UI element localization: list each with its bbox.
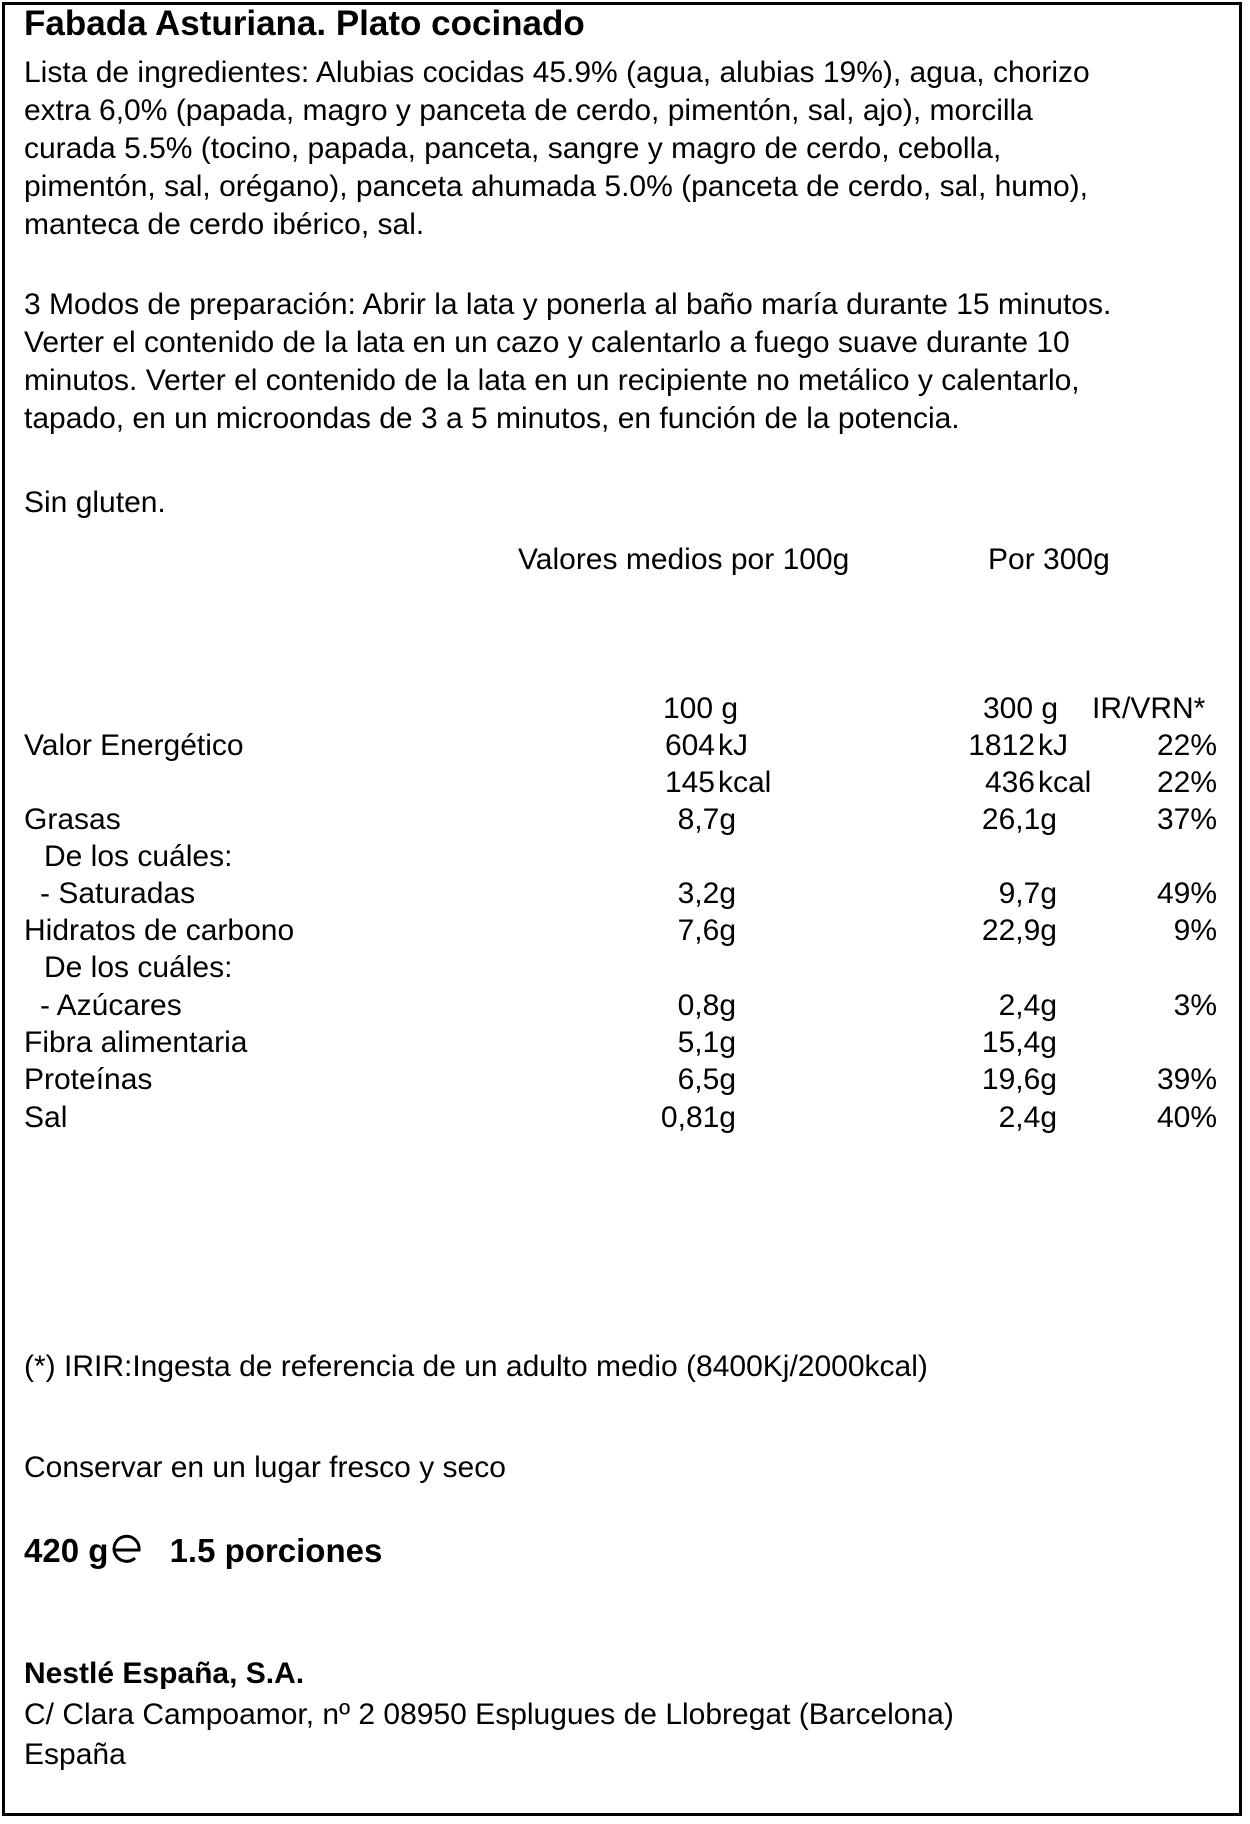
value-300: 22,9g [981,914,1057,947]
ingredients-block [24,54,1224,244]
value-300: 15,4g [981,1026,1057,1059]
nutrient-label: Sal [24,1101,68,1134]
value-ir: 9% [1173,914,1217,947]
nutrient-label: Proteínas [24,1063,153,1096]
value-300: 2,4g [998,1101,1057,1134]
value-100: 0,81g [660,1101,736,1134]
nutrient-label: Valor Energético [24,729,244,762]
preparation-line: minutos. Verter el contenido de la lata en un recipiente no metálico y calentarlo, [24,364,1080,397]
value-ir: 39% [1156,1063,1217,1096]
energy-kj-300-unit: kJ [1038,729,1068,762]
preparation-line: 3 Modos de preparación: Abrir la lata y ponerla al baño maría durante 15 minutos. [24,288,1112,321]
nutrient-label: Fibra alimentaria [24,1026,248,1059]
energy-kcal-300-unit: kcal [1038,766,1092,799]
value-ir: 3% [1173,989,1217,1022]
preparation-line: Verter el contenido de la lata en un cazo y calentarlo a fuego suave durante 10 [24,326,1070,359]
header-per-300: Por 300g [988,543,1110,576]
footnote: (*) IRIR:Ingesta de referencia de un adulto medio (8400Kj/2000kcal) [24,1350,928,1383]
energy-kj-300-value: 1812 [968,729,1035,762]
col-ir-header: IR/VRN* [1092,692,1206,725]
value-ir: 37% [1156,803,1217,836]
energy-kj-ir: 22% [1156,729,1217,762]
value-300: 2,4g [998,989,1057,1022]
energy-kj-100-value: 604 [664,729,715,762]
energy-kcal-ir: 22% [1156,766,1217,799]
ingredients-line: manteca de cerdo ibérico, sal. [24,208,425,241]
ingredients-line: Lista de ingredientes: Alubias cocidas 45.9% (agua, alubias 19%), agua, chorizo [24,56,1090,89]
energy-kj-100-unit: kJ [718,729,748,762]
ingredients-line: extra 6,0% (papada, magro y panceta de cerdo, pimentón, sal, ajo), morcilla [24,94,1033,127]
net-weight: 420 g [24,1532,109,1569]
ingredients-line: pimentón, sal, orégano), panceta ahumada 5.0% (panceta de cerdo, sal, humo), [24,170,1088,203]
value-100: 5,1g [677,1026,736,1059]
estimated-e-icon [110,1534,144,1571]
net-weight-line [24,1532,382,1571]
preparation-block [24,286,1224,438]
gluten-note: Sin gluten. [24,486,166,519]
value-300: 19,6g [981,1063,1057,1096]
company-country: España [24,1738,126,1771]
preparation-line: tapado, en un microondas de 3 a 5 minutos, en función de la potencia. [24,402,960,435]
value-100: 3,2g [677,877,736,910]
nutrient-sublabel: De los cuáles: [44,951,233,984]
value-100: 7,6g [677,914,736,947]
energy-kcal-100-unit: kcal [718,766,772,799]
storage-note: Conservar en un lugar fresco y seco [24,1451,506,1484]
value-100: 8,7g [677,803,736,836]
col-100-header: 100 g [663,692,739,725]
product-title: Fabada Asturiana. Plato cocinado [24,4,585,43]
value-100: 6,5g [677,1063,736,1096]
nutrient-sublabel: De los cuáles: [44,840,233,873]
energy-kcal-300-value: 436 [984,766,1035,799]
value-ir: 49% [1156,877,1217,910]
nutrient-label: Grasas [24,803,121,836]
nutrient-label: - Azúcares [40,989,182,1022]
nutrient-label: Hidratos de carbono [24,914,295,947]
col-300-header: 300 g [983,692,1059,725]
header-per-100: Valores medios por 100g [518,543,850,576]
nutrient-label: - Saturadas [40,877,196,910]
ingredients-line: curada 5.5% (tocino, papada, panceta, sangre y magro de cerdo, cebolla, [24,132,1002,165]
value-100: 0,8g [677,989,736,1022]
value-300: 26,1g [981,803,1057,836]
value-ir: 40% [1156,1101,1217,1134]
company-address: C/ Clara Campoamor, nº 2 08950 Esplugues de Llobregat (Barcelona) [24,1698,954,1731]
value-300: 9,7g [998,877,1057,910]
energy-kcal-100-value: 145 [664,766,715,799]
portions: 1.5 porciones [169,1532,383,1569]
company-name: Nestlé España, S.A. [24,1657,305,1690]
